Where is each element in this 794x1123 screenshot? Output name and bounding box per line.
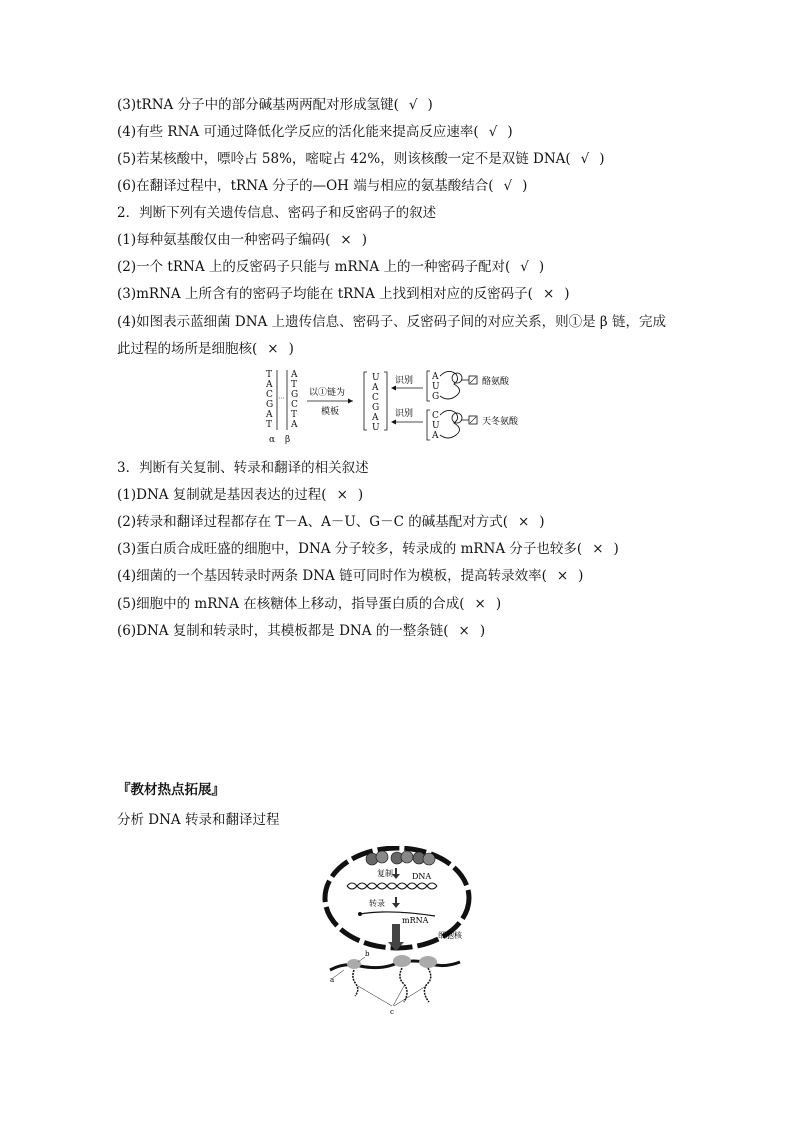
nucleosome	[423, 853, 435, 865]
q2-item-2: (2)一个 tRNA 上的反密码子只能与 mRNA 上的一种密码子配对( √ )	[117, 259, 545, 275]
transcription-label: 转录	[369, 899, 385, 908]
mrna-base: A	[372, 383, 379, 393]
bracket-left	[364, 372, 367, 430]
nucleosome	[401, 851, 413, 863]
q3-item-3: (3)蛋白质合成旺盛的细胞中，DNA 分子较多，转录成的 mRNA 分子也较多( × )	[117, 541, 619, 557]
anticodon-base: A	[432, 431, 439, 441]
recognize-label-1: 识别	[395, 376, 414, 386]
beta-base: C	[291, 400, 298, 410]
ribosome	[419, 956, 437, 968]
answer-mark: ×	[340, 232, 352, 248]
nucleus-label: 细胞核	[438, 931, 462, 940]
beta-base: G	[291, 390, 299, 400]
q2-item-1: (1)每种氨基酸仅由一种密码子编码( × )	[117, 232, 367, 248]
mrna-label: mRNA	[402, 916, 429, 925]
q2-heading: 2．判断下列有关遗传信息、密码子和反密码子的叙述	[117, 205, 437, 221]
q3-heading: 3．判断有关复制、转录和翻译的相关叙述	[117, 460, 369, 476]
arrow-head	[348, 399, 353, 404]
template-label: 以①链为	[309, 388, 346, 398]
answer-mark: ×	[592, 541, 604, 557]
beta-label: β	[285, 435, 291, 445]
q3-item-4: (4)细菌的一个基因转录时两条 DNA 链可同时作为模板，提高转录效率( × )	[117, 568, 584, 584]
beta-base: A	[291, 420, 298, 430]
dna-strand-1	[347, 883, 437, 889]
alpha-base: T	[266, 420, 273, 430]
anticodon-base: U	[432, 382, 440, 392]
answer-mark: √	[488, 124, 498, 140]
anticodon-base: A	[432, 372, 439, 382]
mrna-base: U	[372, 423, 380, 433]
label-c: c	[390, 1008, 394, 1016]
anticodon-base: U	[432, 421, 440, 431]
arrow-head	[391, 386, 396, 391]
answer-mark: ×	[474, 596, 486, 612]
ribosome	[393, 955, 411, 967]
section-subtitle: 分析 DNA 转录和翻译过程	[117, 812, 280, 828]
answer-mark: ×	[542, 286, 555, 302]
polypeptide	[353, 970, 358, 996]
q3-item-1: (1)DNA 复制就是基因表达的过程( × )	[117, 487, 364, 503]
trna-loop-1	[440, 371, 460, 399]
anticodon-base: C	[432, 411, 439, 421]
answer-mark: √	[408, 97, 418, 113]
mrna-base: G	[372, 403, 380, 413]
answer-mark: ×	[267, 341, 279, 357]
label-a: a	[330, 976, 335, 984]
alpha-base: G	[266, 400, 274, 410]
label-b: b	[365, 950, 370, 958]
ribosome	[347, 959, 361, 969]
q1-item-4: (4)有些 RNA 可通过降低化学反应的活化能来提高反应速率( √ )	[117, 124, 513, 140]
template-label-2: 模板	[321, 407, 340, 417]
answer-mark: √	[580, 151, 590, 167]
replication-label: 复制	[377, 869, 393, 878]
transcription-translation-diagram	[322, 846, 472, 1016]
leader-line	[358, 957, 365, 962]
amino-acid-1: 酪氨酸	[482, 377, 510, 387]
dna-label: DNA	[412, 872, 432, 881]
beta-base: T	[291, 410, 298, 420]
answer-mark: ×	[336, 487, 348, 503]
bracket-right	[384, 372, 387, 430]
alpha-base: T	[266, 370, 273, 380]
answer-mark: ×	[458, 623, 470, 639]
leader-line	[358, 986, 392, 1006]
q2-item-4-line2: 此过程的场所是细胞核( × )	[117, 341, 294, 357]
transcription-arrow	[392, 897, 400, 908]
q3-item-2: (2)转录和翻译过程都存在 T－A、A－U、G－C 的碱基配对方式( × )	[117, 514, 545, 530]
q1-item-6: (6)在翻译过程中，tRNA 分子的—OH 端与相应的氨基酸结合( √ )	[117, 178, 528, 194]
nucleosome	[376, 851, 388, 863]
answer-mark: ×	[517, 514, 530, 530]
answer-mark: √	[503, 178, 513, 194]
beta-base: T	[291, 380, 298, 390]
bracket-left	[427, 371, 430, 401]
beta-base: A	[291, 370, 298, 380]
q1-item-3: (3)tRNA 分子中的部分碱基两两配对形成氢键( √ )	[117, 97, 433, 113]
alpha-base: A	[266, 410, 273, 420]
mrna-base: U	[372, 373, 380, 383]
alpha-base: A	[266, 380, 273, 390]
polypeptide	[400, 968, 407, 1002]
leader-line	[394, 986, 426, 1006]
q1-item-5: (5)若某核酸中，嘌呤占 58%，嘧啶占 42%，则该核酸一定不是双链 DNA( √ )	[117, 151, 605, 167]
mrna-base: C	[372, 393, 379, 403]
polypeptide	[424, 968, 430, 1002]
mrna-base: A	[372, 413, 379, 423]
trna-loop-2	[440, 410, 460, 438]
dna-strand-2	[347, 883, 437, 889]
leader-line	[333, 970, 344, 978]
codon-diagram	[255, 368, 545, 448]
recognize-label-2: 识别	[395, 409, 414, 419]
amino-acid-2: 天冬氨酸	[482, 417, 519, 427]
alpha-label: α	[269, 435, 276, 445]
section-title: 『教材热点拓展』	[117, 782, 225, 798]
q3-item-5: (5)细胞中的 mRNA 在核糖体上移动，指导蛋白质的合成( × )	[117, 596, 502, 612]
alpha-base: C	[266, 390, 273, 400]
bracket-left	[427, 410, 430, 440]
mrna-cap	[358, 912, 362, 916]
anticodon-base: G	[432, 392, 440, 402]
q3-item-6: (6)DNA 复制和转录时，其模板都是 DNA 的一整条链( × )	[117, 623, 486, 639]
answer-mark: ×	[556, 568, 569, 584]
arrow-head	[391, 420, 396, 425]
q2-item-4-line1: (4)如图表示蓝细菌 DNA 上遗传信息、密码子、反密码子间的对应关系，则①是 β 链，完成	[117, 314, 666, 330]
replication-arrow	[392, 868, 400, 879]
answer-mark: √	[520, 259, 529, 275]
export-arrow-shaft	[392, 924, 400, 942]
q2-item-3: (3)mRNA 上所含有的密码子均能在 tRNA 上找到相对应的反密码子( × )	[117, 286, 570, 302]
